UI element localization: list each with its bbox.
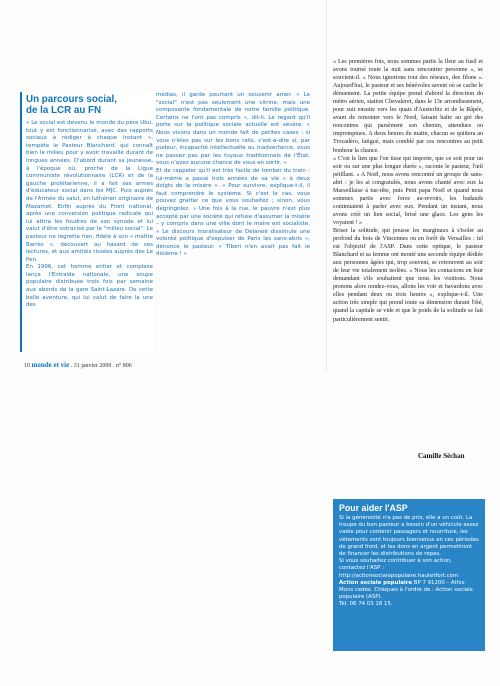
sidebar-paragraph: En 1996, cet homme entier et complexe lança l'Entraide nationale, une soupe populaire distribuée trois fois par semaine aux abords de la gare Saint-Lazare. De cette belle aventure, qui lui valut de faire la une des — [26, 264, 153, 309]
article-column — [333, 58, 483, 430]
page-footer — [24, 361, 132, 369]
asp-address-detail: BP 7 91200 – Athis-Mons cedex. Chèques à l'ordre de : Action sociale populaire (ASP). — [339, 579, 473, 601]
sidebar-title-line2: de la LCR au FN — [26, 105, 102, 116]
left-page — [6, 0, 327, 372]
asp-body — [333, 515, 485, 609]
middle-column — [156, 92, 310, 332]
middle-paragraph: Et de rappeler qu'il est très facile de tomber du train : lui-même a passé trois années de sa vie « à deux doigts de la misère ». « Pour survivre, explique-t-il, il faut comprendre le système. Si c'est le cas, vous pouvez gratter ce que vous souhaitez ; sinon, vous dégringolez. » Une fois à la rue, le pauvre n'est plus accepté par une société qui refuse d'assumer la misère – y compris dans une ville dont le maire est socialiste. « Le discours moralisateur de Delanoë dissimule une volonté politique d'expulser de Paris les sans-abris », dénonce le pasteur. « Tiberi n'en avait pas fait le dixième ! » — [156, 167, 310, 258]
sidebar-title — [26, 94, 153, 116]
asp-address-name: Action sociale populaire — [339, 579, 413, 586]
article-paragraph: Briser la solitude, qui pousse les marginaux à s'isoler au profond du bois de Vincennes ou en forêt de Versailles : tel est l'objectif de l'ASP. Dans cette optique, le pasteur Blanchard et sa femme ont monté une seconde équipe dédiée aux personnes âgées qui, trop souvent, se retrouvent au soir de leur vie totalement isolées. « Nous les contactons en leur demandant s'ils souhaitent que nous les visitions. Nous prenons alors rendez-vous, allons les voir et bavardons avec elles pendant deux ou trois heures », explique-t-il. Une action très simple qui prend toute sa dimension durant l'été, quand la capitale se vide et que le poids de la solitude se fait particulièrement sentir. — [333, 227, 483, 323]
middle-paragraph: médias, il garde pourtant un souvenir amer. « Le "social" n'est pas seulement une vitrine, mais une composante fondamentale de notre famille politique. Certains ne l'ont pas compris », dit-il. Le regard qu'il porte sur la politique sociale actuelle est sévère. « Nous vivons dans un monde fait de petites cases : si vous n'êtes pas sur les bons rails, c'est-à-dire si, par pudeur, incapacité intellectuelle ou inadvertance, vous ne passez pas par les tuyaux traditionnels de l'État, vous n'avez aucune chance de vous en sortir. » — [156, 92, 310, 167]
article-paragraph: « Les premières fois, nous sommes partis la fleur au fusil et avons tourné toute la nuit sans rencontrer personne », se souvient-il. « Nous ignorions tout des réseaux, des filons ». Aujourd'hui, le pasteur et ses bénévoles savent où se cache le dénuement. La petite équipe prend d'abord la direction du métro aérien, station Chevaleret, dans le 13e arrondissement, pour suit ensuite vers les quais d'Austerlitz et de la Râpée, avant de remonter vers le Nord, faisant halte au gré des rencontres qui parsèment son chemin, attendues ou impromptues. A deux heures du matin, chacun se quittera au Trocadéro, fatigué, mais comblé par ces rencontres au petit bonheur la chance. — [333, 59, 483, 154]
article-paragraph: « C'est le lien que l'on tisse qui importe, que ce soit pour un soir ou sur une plus longue durée », raconte le pasteur, l'œil pétillant. « A Noël, nous avons rencontré un groupe de sans-abri : je les ai congratulés, nous avons chanté avec eux la Marseillaise à tue-tête, puis Petit papa Noël et quand nous sommes partis avec force au-revoirs, les badauds continuaient à parler avec eux. Pendant un instant, nous avons créé un lien social, brisé une glace. Les gens les voyaient ! » — [333, 155, 483, 226]
asp-info-box — [333, 499, 485, 651]
sidebar-body — [26, 120, 153, 310]
magazine-brand: monde et vie — [31, 361, 70, 369]
article-author: Camille Séchan — [418, 452, 465, 460]
asp-contact[interactable]: Si vous souhaitez contribuer à son action, contactez l'ASP : http://actionsocialepopulaire.hautetfort.com — [339, 558, 459, 579]
asp-phone: Tél. 06 74 03 18 15. — [339, 601, 393, 608]
sidebar-title-line1: Un parcours social, — [26, 94, 117, 105]
asp-address — [339, 580, 479, 602]
issue-info: . 31 janvier 2009 . n° 806 — [70, 363, 132, 369]
page-number: 10 — [24, 363, 30, 369]
asp-text: Si la générosité n'a pas de prix, elle a un coût. La troupe du bon pasteur a besoin d'un véhicule assez vaste pour contenir passagers et nourriture, les vêtements sont toujours bienvenus en ces périodes de grand froid, et les dons en argent permettront de financer les distributions de repas. — [339, 515, 479, 558]
asp-title: Pour aider l'ASP — [339, 503, 408, 513]
sidebar-paragraph: « Le social est devenu le monde du père Ubu, tout y est fonctionnarisé, avec des rapports sociaux à rédiger à chaque instant », tempête le Pasteur Blanchard, qui connaît bien le milieu pour y avoir travaillé durant de longues années. D'abord durant sa jeunesse, à l'époque où, proche de la Ligue communiste révolutionnaire (LCR) et de la gauche prolétarienne, il a fait ses armes d'éducateur social dans les MJC. Puis auprès de l'Armée du salut, en luthérien originaire de Mazamet. Enfin auprès du Front national, après une conversion politique radicale qui lui attira les foudres de son synode et lui valut d'être ostracisé par le "milieu social". Le pasteur ne regrette rien, fidèle à son « maître Barrès », découvert au hasard de ses lectures, et aux amitiés tissées auprès des Le Pen. — [26, 120, 153, 263]
sidebar-box — [20, 92, 153, 352]
